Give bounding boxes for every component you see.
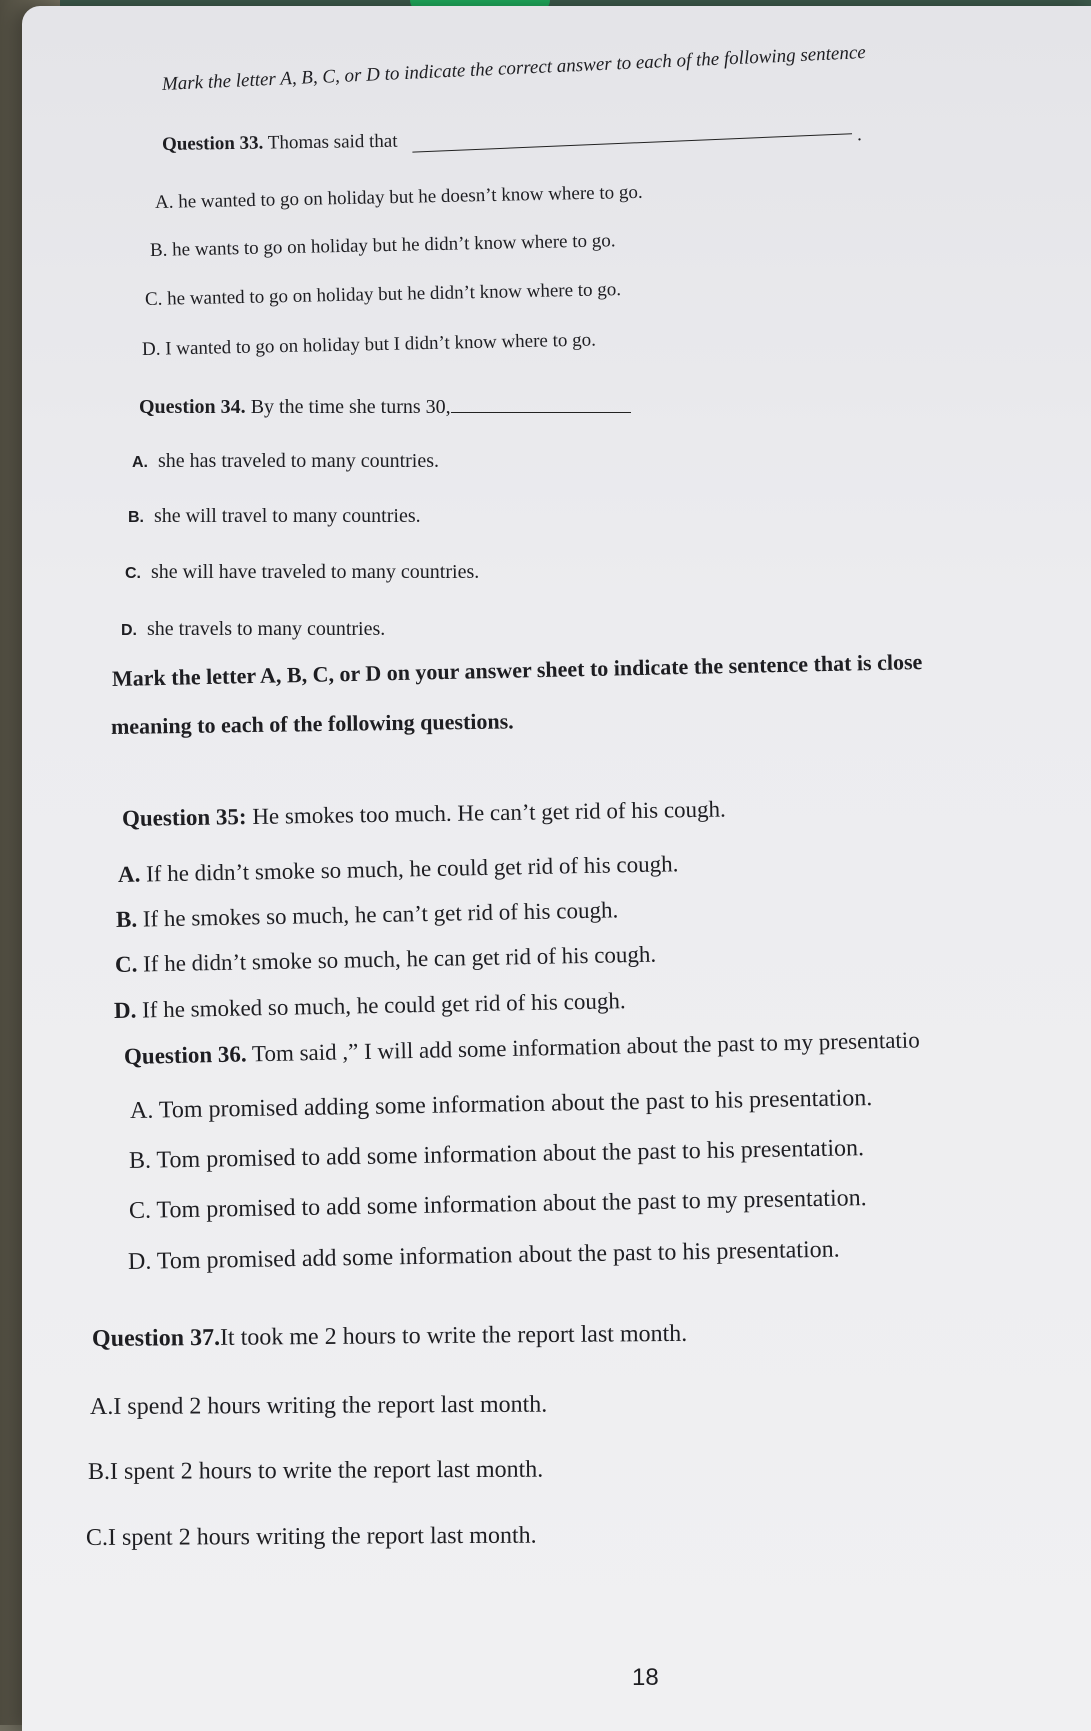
q36-option-a: A. Tom promised adding some information about the past to his presentation.: [129, 1085, 873, 1124]
question-34-stem: By the time she turns 30,: [250, 396, 451, 418]
question-37-stem: It took me 2 hours to write the report last month.: [219, 1320, 688, 1351]
q36-option-d: D. Tom promised add some information about the past to his presentation.: [127, 1236, 840, 1275]
option-text: she will travel to many countries.: [154, 505, 421, 527]
worksheet-page: [22, 6, 1091, 1731]
q34-option-b: [128, 505, 421, 528]
option-text: If he smokes so much, he can’t get rid of his cough.: [142, 897, 619, 932]
question-33-end-mark: .: [856, 124, 862, 146]
question-34-label: Question 34.: [139, 396, 246, 418]
option-text: she travels to many countries.: [147, 618, 386, 640]
q34-option-d: [121, 618, 385, 641]
option-text: If he didn’t smoke so much, he can get rid of his cough.: [142, 941, 657, 977]
question-33-label: Question 33.: [161, 132, 264, 155]
instruction-2-line-1: Mark the letter A, B, C, or D on your answer sheet to indicate the sentence that is close: [111, 649, 923, 691]
instruction-2-line-2: meaning to each of the following questions.: [110, 708, 514, 739]
option-letter: A.: [132, 454, 148, 471]
q36-option-c: C. Tom promised to add some information about the past to my presentation.: [128, 1185, 867, 1224]
option-text: she will have traveled to many countries.: [151, 561, 480, 583]
question-35: [122, 797, 726, 832]
q35-option-a: [118, 851, 679, 888]
question-34: [139, 396, 631, 419]
option-text: If he didn’t smoke so much, he could get rid of his cough.: [145, 851, 679, 887]
question-35-stem: He smokes too much. He can’t get rid of his cough.: [252, 796, 727, 829]
answer-blank: [412, 119, 852, 152]
option-letter: B.: [115, 906, 138, 932]
option-letter: C.: [125, 565, 141, 582]
question-36: [124, 1027, 920, 1070]
instruction-1: Mark the letter A, B, C, or D to indicate the correct answer to each of the following sentence: [161, 42, 867, 95]
q35-option-c: [115, 942, 657, 978]
option-letter: C.: [114, 951, 138, 977]
option-letter: D.: [113, 997, 137, 1023]
option-text: If he smoked so much, he could get rid of his cough.: [141, 988, 626, 1023]
q36-option-b: B. Tom promised to add some information about the past to his presentation.: [128, 1135, 865, 1174]
q34-option-a: [132, 450, 439, 473]
q33-option-c: C. he wanted to go on holiday but he didn’t know where to go.: [144, 279, 622, 310]
answer-blank: [451, 398, 631, 413]
question-36-label: Question 36.: [123, 1041, 247, 1069]
q37-option-a: A.I spend 2 hours writing the report last month.: [89, 1391, 548, 1420]
option-text: she has traveled to many countries.: [158, 450, 440, 472]
q33-option-a: A. he wanted to go on holiday but he doesn’t know where to go.: [154, 181, 643, 213]
question-37: [92, 1321, 687, 1353]
q37-option-b: B.I spent 2 hours to write the report last month.: [87, 1456, 544, 1485]
option-letter: B.: [128, 509, 144, 526]
question-37-label: Question 37.: [91, 1324, 221, 1352]
q33-option-b: B. he wants to go on holiday but he didn’t know where to go.: [149, 230, 616, 261]
question-35-label: Question 35:: [121, 804, 247, 831]
option-letter: A.: [117, 861, 141, 887]
page-number: 18: [632, 1664, 659, 1691]
question-36-stem: Tom said ,” I will add some information about the past to my presentatio: [251, 1027, 920, 1067]
q37-option-c: C.I spent 2 hours writing the report last month.: [85, 1522, 537, 1551]
question-33-stem: Thomas said that: [267, 130, 398, 154]
q35-option-d: [114, 988, 626, 1024]
option-letter: D.: [121, 622, 137, 639]
q33-option-d: D. I wanted to go on holiday but I didn’t know where to go.: [141, 329, 597, 360]
q35-option-b: [116, 897, 619, 933]
question-33: [162, 124, 862, 156]
q34-option-c: [125, 561, 479, 584]
